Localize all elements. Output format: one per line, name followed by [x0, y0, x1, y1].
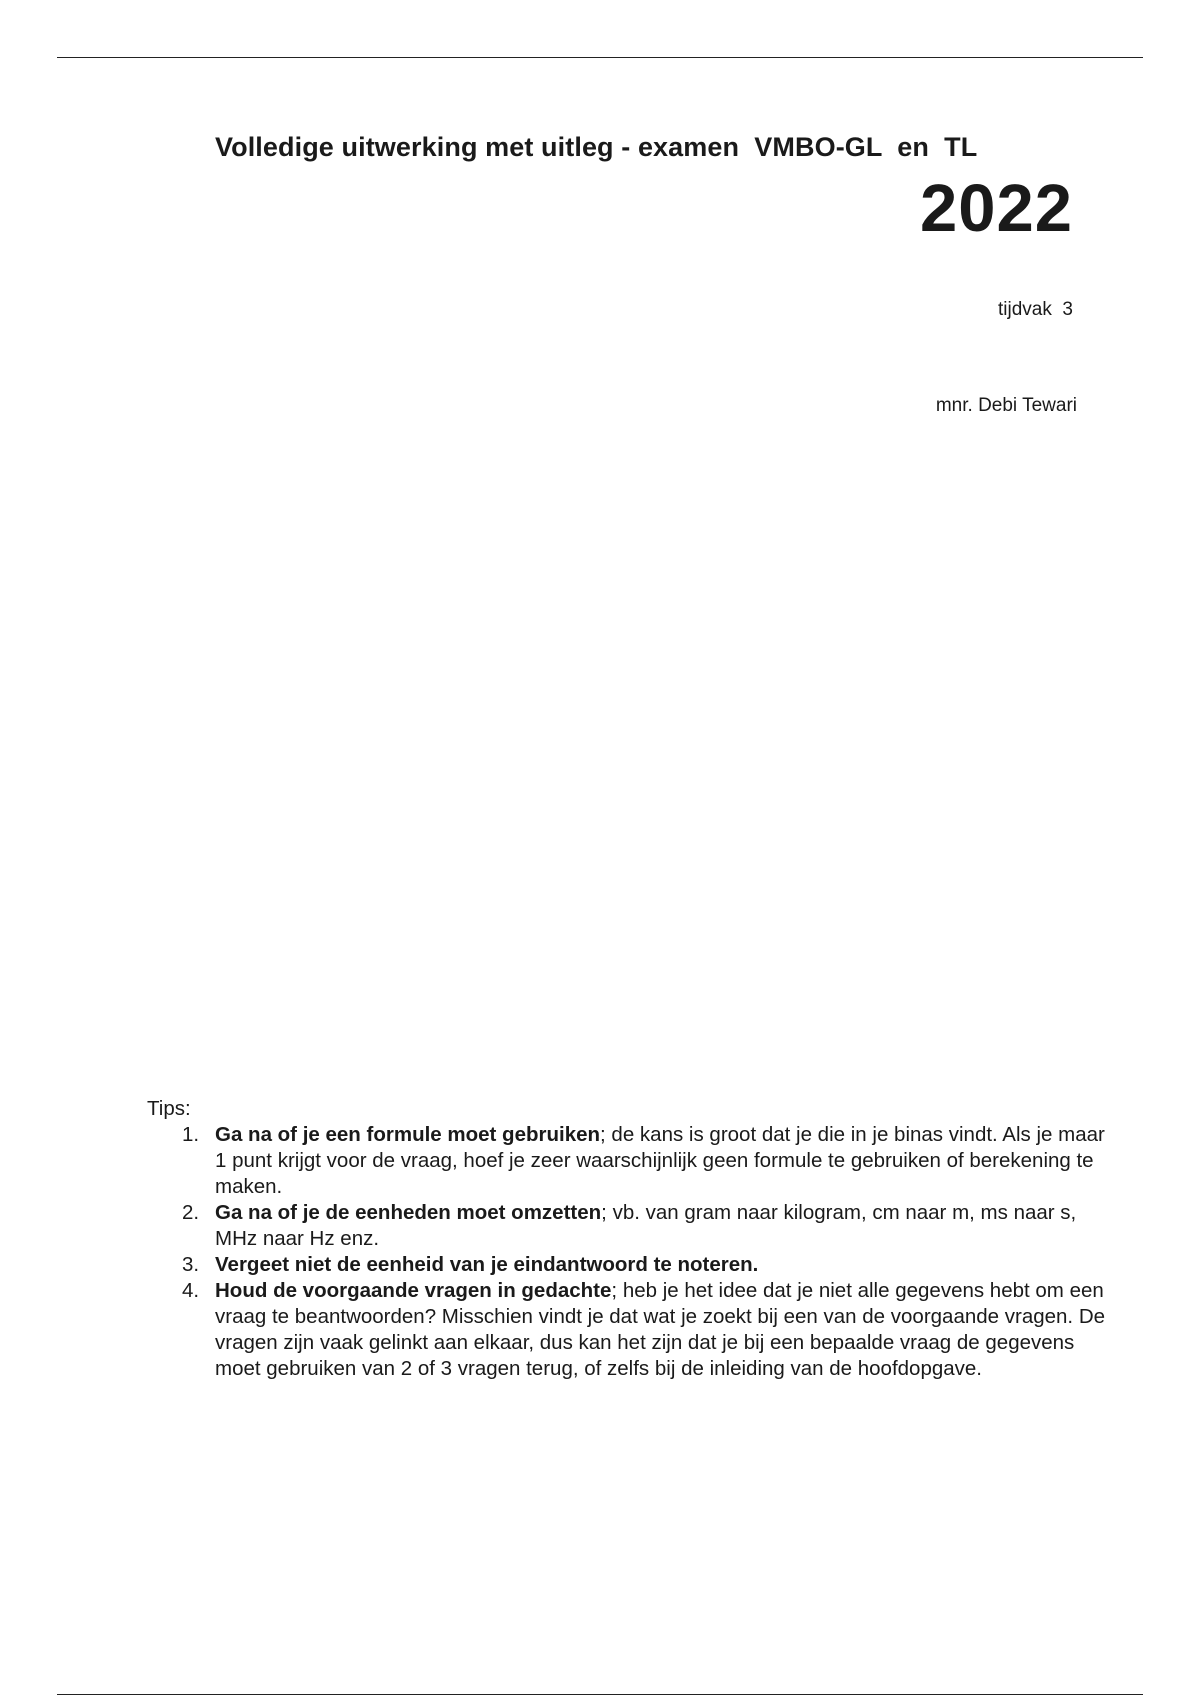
- tips-section: [147, 1096, 1107, 1382]
- tip-text: ; de kans is groot dat je die in je binas vindt. Als je maar 1 punt krijgt voor de vraag, hoef je zeer waarschijnlijk geen formule te gebruiken of berekening te maken.: [215, 1123, 1105, 1198]
- tip-number: 2.: [182, 1201, 200, 1224]
- tip-heading: Ga na of je een formule moet gebruiken: [215, 1123, 601, 1146]
- tips-list: [147, 1122, 1107, 1382]
- exam-period: tijdvak 3: [998, 299, 1073, 320]
- tip-text: ; heb je het idee dat je niet alle gegevens hebt om een vraag te beantwoorden? Misschien vindt je dat wat je zoekt bij een van de voorgaande vragen. De vragen zijn vaak gelinkt aan elkaar, dus kan het zijn dat je bij een bepaalde vraag de gegevens moet gebruiken van 2 of 3 vragen terug, of zelfs bij de inleiding van de hoofdopgave.: [215, 1279, 1106, 1380]
- tip-heading: Houd de voorgaande vragen in gedachte: [215, 1279, 612, 1302]
- tip-heading: Ga na of je de eenheden moet omzetten: [215, 1201, 602, 1224]
- tip-item: [147, 1122, 1107, 1200]
- document-title: Volledige uitwerking met uitleg - examen VMBO-GL en TL: [215, 132, 978, 162]
- exam-year: 2022: [919, 171, 1073, 246]
- tip-item: [147, 1200, 1107, 1252]
- tip-number: 1.: [182, 1123, 200, 1146]
- tip-item: [147, 1278, 1107, 1382]
- tip-item: [147, 1252, 1107, 1278]
- author-name: mnr. Debi Tewari: [935, 395, 1077, 416]
- top-rule: [57, 57, 1143, 58]
- tip-number: 3.: [182, 1253, 200, 1276]
- tip-number: 4.: [182, 1279, 200, 1302]
- tips-label: Tips:: [147, 1097, 191, 1120]
- tip-heading: Vergeet niet de eenheid van je eindantwoord te noteren.: [215, 1253, 759, 1276]
- tip-text: ; vb. van gram naar kilogram, cm naar m, ms naar s, MHz naar Hz enz.: [215, 1201, 1077, 1250]
- bottom-rule: [57, 1694, 1143, 1695]
